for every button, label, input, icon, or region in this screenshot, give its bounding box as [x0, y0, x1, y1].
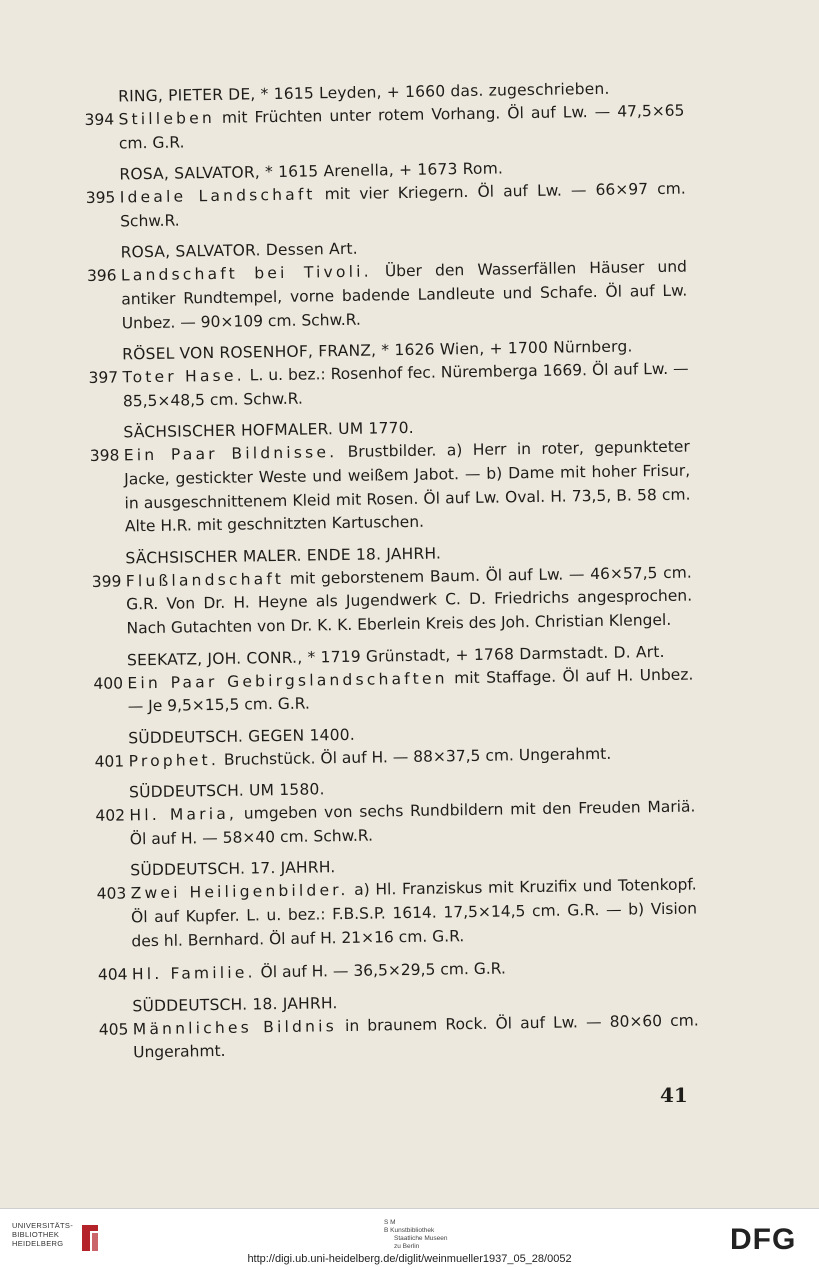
- lot-title: Ein Paar Gebirgslandschaften: [127, 668, 448, 692]
- dfg-logo[interactable]: DFG: [730, 1223, 797, 1256]
- artist-heading: ROSA, SALVATOR. Dessen Art.: [120, 240, 359, 262]
- lot-title: Landschaft bei Tivoli.: [120, 262, 372, 285]
- lot-item: [99, 1009, 700, 1066]
- lot-item: [84, 100, 685, 157]
- catalog-entries: [84, 77, 699, 1066]
- artist-heading: ROSA, SALVATOR, * 1615 Arenella, + 1673 Rom.: [119, 159, 504, 184]
- lot-description: Brustbilder. a) Herr in roter, gepunkteter Jacke, gestickter Weste und weißem Jabot. — b) Dame mit hoher Frisur, in ausgeschnittenem Kleid mit Rosen. Öl auf Lw. Oval. H. 73,5, B. 58 cm. Alte H.R. mit geschnitzten Kartuschen.: [124, 437, 691, 536]
- library-name-line: UNIVERSITÄTS-: [12, 1221, 73, 1230]
- lot-number: 401: [94, 752, 125, 771]
- library-name-line: BIBLIOTHEK: [12, 1230, 60, 1239]
- digitization-footer: [0, 1208, 819, 1267]
- lot-number: 404: [97, 965, 128, 985]
- artist-heading: SEEKATZ, JOH. CONR., * 1719 Grünstadt, + 1768 Darmstadt. D. Art.: [126, 642, 665, 669]
- catalog-entry: [89, 413, 691, 540]
- museum-credit-line: zu Berlin: [394, 1243, 420, 1250]
- lot-number: 395: [85, 188, 116, 208]
- museum-credit: [384, 1219, 494, 1251]
- lot-number: 403: [96, 884, 127, 904]
- catalog-entry: [84, 77, 685, 157]
- artist-heading: SÄCHSISCHER MALER. ENDE 18. JAHRH.: [125, 544, 442, 568]
- lot-title: Stilleben: [118, 108, 216, 129]
- lot-number: 397: [88, 368, 119, 388]
- lot-number: 402: [95, 806, 126, 826]
- lot-description: mit Staffage. Öl auf H. Unbez. — Je 9,5×15,5 cm. G.R.: [127, 665, 694, 716]
- page-number: 41: [660, 1083, 688, 1107]
- catalog-entry: [94, 718, 695, 774]
- artist-heading: SÜDDEUTSCH. UM 1580.: [128, 780, 325, 802]
- catalog-entry: [86, 233, 687, 336]
- lot-title: Männliches Bildnis: [132, 1016, 338, 1039]
- lot-title: Ein Paar Bildnisse.: [123, 443, 338, 465]
- catalog-entry: [96, 851, 698, 988]
- lot-number: 399: [91, 572, 122, 591]
- artist-heading: RÖSEL VON ROSENHOF, FRANZ, * 1626 Wien, + 1700 Nürnberg.: [122, 337, 633, 364]
- lot-title: Ideale Landschaft: [119, 185, 316, 207]
- library-emblem-icon: [78, 1223, 102, 1253]
- lot-number: 400: [93, 673, 124, 693]
- museum-credit-line: B Kunstbibliothek: [384, 1227, 435, 1234]
- lot-number: 394: [84, 110, 115, 129]
- permalink-url[interactable]: http://digi.ub.uni-heidelberg.de/diglit/weinmueller1937_05_28/0052: [247, 1253, 572, 1265]
- lot-item: [95, 796, 696, 853]
- lot-title: Hl. Familie.: [131, 963, 256, 984]
- lot-item: [88, 358, 689, 415]
- catalog-entry: [85, 155, 686, 235]
- lot-description: Öl auf H. — 36,5×29,5 cm. G.R.: [255, 959, 506, 982]
- artist-heading: SÜDDEUTSCH. 17. JAHRH.: [130, 858, 336, 880]
- lot-item: [92, 561, 693, 641]
- lot-item: [87, 256, 688, 336]
- catalog-entry: [93, 640, 694, 720]
- lot-number: 398: [89, 446, 120, 466]
- museum-credit-line: S M: [384, 1219, 396, 1226]
- lot-description: umgeben von sechs Rundbildern mit den Freuden Mariä. Öl auf H. — 58×40 cm. Schw.R.: [129, 797, 696, 849]
- lot-description: Bruchstück. Öl auf H. — 88×37,5 cm. Ungerahmt.: [218, 744, 612, 769]
- lot-title: Zwei Heiligenbilder.: [130, 881, 349, 903]
- artist-heading: SÜDDEUTSCH. GEGEN 1400.: [128, 725, 356, 748]
- lot-description: mit Früchten unter rotem Vorhang. Öl auf Lw. — 47,5×65 cm. G.R.: [118, 101, 685, 153]
- lot-item: [93, 663, 694, 720]
- museum-credit-line: Staatliche Museen: [394, 1235, 448, 1242]
- artist-heading: SÜDDEUTSCH. 18. JAHRH.: [132, 993, 338, 1016]
- university-library-logo[interactable]: [12, 1221, 102, 1255]
- lot-title: Toter Hase.: [122, 366, 245, 387]
- catalog-entry: [95, 773, 696, 853]
- catalog-entry: [91, 538, 692, 641]
- lot-item: [86, 178, 687, 235]
- catalog-entry: [98, 986, 699, 1066]
- lot-item: [90, 436, 691, 540]
- lot-title: Hl. Maria,: [129, 804, 238, 825]
- lot-title: Flußlandschaft: [125, 569, 285, 591]
- artist-heading: RING, PIETER DE, * 1615 Leyden, + 1660 das. zugeschrieben.: [118, 79, 610, 106]
- lot-description: mit geborstenem Baum. Öl auf Lw. — 46×57,5 cm. G.R. Von Dr. H. Heyne als Jugendwerk C. D. Friedrichs angesprochen. Nach Gutachten von Dr. K. K. Eberlein Kreis des Joh. Christian Klengel.: [126, 563, 693, 638]
- lot-description: a) Hl. Franziskus mit Kruzifix und Totenkopf. Öl auf Kupfer. L. u. bez.: F.B.S.P. 1614. 17,5×14,5 cm. G.R. — b) Vision des hl. Bernhard. Öl auf H. 21×16 cm. G.R.: [130, 875, 698, 951]
- lot-item: [97, 874, 698, 954]
- lot-item: [98, 955, 698, 988]
- lot-number: 396: [86, 266, 117, 286]
- lot-number: 405: [98, 1020, 129, 1039]
- lot-description: L. u. bez.: Rosenhof fec. Nüremberga 1669. Öl auf Lw. — 85,5×48,5 cm. Schw.R.: [122, 359, 689, 411]
- catalog-entry: [88, 335, 689, 415]
- lot-description: in braunem Rock. Öl auf Lw. — 80×60 cm. Ungerahmt.: [133, 1011, 699, 1062]
- lot-title: Prophet.: [128, 750, 220, 771]
- library-name-line: HEIDELBERG: [12, 1239, 64, 1248]
- artist-heading: SÄCHSISCHER HOFMALER. UM 1770.: [123, 419, 414, 442]
- lot-description: mit vier Kriegern. Öl auf Lw. — 66×97 cm. Schw.R.: [119, 179, 686, 231]
- lot-description: Über den Wasserfällen Häuser und antiker Rundtempel, vorne badende Landleute und Schafe. Öl auf Lw. Unbez. — 90×109 cm. Schw.R.: [121, 257, 688, 332]
